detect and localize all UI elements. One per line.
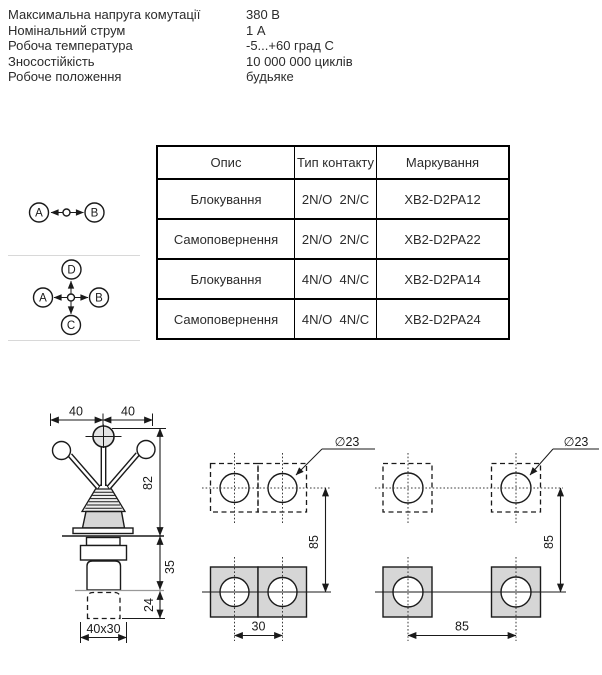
two-way-diagram (30, 203, 105, 222)
switch-body-lower (87, 561, 121, 590)
table-header-row (157, 146, 509, 179)
spec-row (8, 38, 353, 54)
tilted-ball-left (53, 442, 71, 460)
spec-row (8, 54, 353, 70)
cell-description: Блокування (157, 259, 295, 299)
dim-85-vertical: 85 (307, 535, 321, 549)
dim-40x30: 40x30 (86, 622, 121, 636)
cell-contact-type: 4N/O 4N/C (295, 299, 377, 339)
lever-center-dot (68, 294, 75, 301)
spec-label: Робоча температура (8, 38, 133, 53)
movement-diagrams (0, 190, 150, 350)
direction-b-label: B (95, 292, 103, 305)
spec-label: Номінальний струм (8, 22, 126, 38)
dim-24: 24 (142, 598, 156, 612)
mounting-pattern-adjacent (202, 435, 375, 641)
tilted-ball-right (137, 441, 155, 459)
switch-body-hidden (88, 593, 121, 619)
dim-35: 35 (163, 560, 177, 574)
four-way-diagram (34, 260, 109, 335)
dim-82: 82 (141, 476, 155, 490)
spec-row (8, 69, 353, 85)
col-header-marking: Маркування (377, 146, 510, 179)
spec-value: 10 000 000 циклів (246, 53, 353, 69)
dim-30-spacing: 30 (251, 619, 266, 634)
specs-list (8, 7, 353, 85)
cell-description: Самоповернення (157, 299, 295, 339)
dimension-drawings (0, 390, 602, 675)
joystick-drawing (51, 405, 178, 644)
direction-d-label: D (67, 264, 76, 277)
spec-label: Робоче положення (8, 69, 122, 84)
cell-marking: XB2-D2PA22 (377, 219, 510, 259)
hole-diameter-label: ∅23 (563, 435, 589, 449)
spec-value: 1 А (246, 22, 266, 38)
cell-contact-type: 4N/O 4N/C (295, 259, 377, 299)
switch-body-upper (81, 546, 127, 561)
spec-label: Максимальна напруга комутації (8, 7, 201, 22)
direction-c-label: C (66, 320, 76, 333)
direction-b-label: B (90, 207, 99, 220)
spec-value: будьяке (246, 69, 294, 84)
cell-contact-type: 2N/O 2N/C (295, 219, 377, 259)
cell-description: Блокування (157, 179, 295, 219)
col-header-description: Опис (157, 146, 295, 179)
contacts-table (156, 145, 510, 340)
bellows-base (83, 512, 125, 529)
direction-a-label: A (35, 207, 43, 220)
mounting-pattern-spaced (375, 435, 599, 641)
mounting-flange (73, 528, 133, 534)
cell-marking: XB2-D2PA14 (377, 259, 510, 299)
table-row (157, 219, 509, 259)
cell-marking: XB2-D2PA24 (377, 299, 510, 339)
lever-center-dot (63, 209, 70, 216)
spec-value: -5...+60 град С (246, 38, 334, 53)
dim-40-left: 40 (69, 404, 83, 419)
dim-85-spacing: 85 (455, 619, 469, 634)
table-row (157, 179, 509, 219)
table-row (157, 299, 509, 339)
cell-contact-type: 2N/O 2N/C (295, 179, 377, 219)
direction-a-label: A (39, 292, 47, 305)
cell-marking: XB2-D2PA12 (377, 179, 510, 219)
col-header-contact-type: Тип контакту (295, 146, 377, 179)
spec-row (8, 7, 353, 23)
spec-label: Зносостійкість (8, 53, 95, 69)
spec-row (8, 23, 353, 39)
dim-40-right: 40 (121, 404, 135, 419)
hole-diameter-label: ∅23 (334, 435, 360, 449)
cell-description: Самоповернення (157, 219, 295, 259)
table-row (157, 259, 509, 299)
dim-85-vertical: 85 (542, 535, 556, 549)
spec-value: 380 В (246, 7, 280, 22)
